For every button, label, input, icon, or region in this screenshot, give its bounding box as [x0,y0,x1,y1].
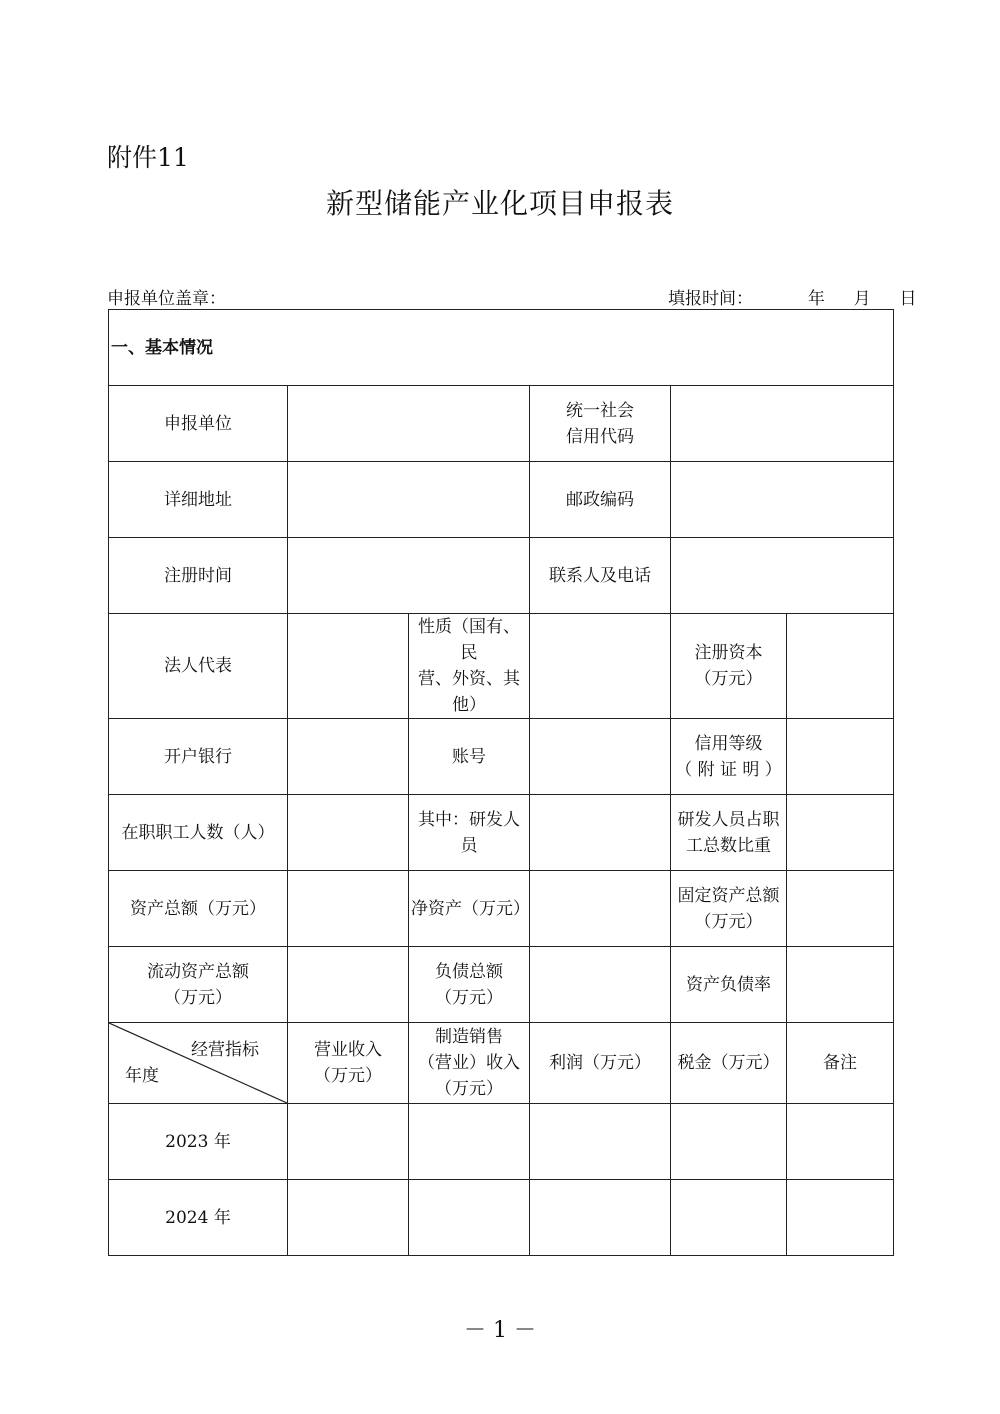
label-net-assets: 净资产（万元） [409,871,530,947]
label-reg-capital: 注册资本 （万元） [671,614,787,719]
input-cell[interactable] [409,1180,530,1256]
fill-time-label: 填报时间： [668,289,753,309]
input-employees[interactable] [288,795,409,871]
label-current-assets: 流动资产总额 （万元） [109,947,288,1023]
input-credit-level[interactable] [787,719,894,795]
header-remarks: 备注 [787,1023,894,1104]
header-diagonal-cell [109,1023,288,1104]
input-cell[interactable] [530,1104,671,1180]
header-revenue: 营业收入 （万元） [288,1023,409,1104]
input-address[interactable] [288,462,530,538]
label-credit-level: 信用等级 （ 附 证 明 ） [671,719,787,795]
header-tax: 税金（万元） [671,1023,787,1104]
fill-time [668,284,916,309]
input-cell[interactable] [288,1180,409,1256]
label-contact: 联系人及电话 [530,538,671,614]
label-postcode: 邮政编码 [530,462,671,538]
year-2023: 2023 年 [109,1104,288,1180]
header-ops-indicator: 经营指标 [191,1040,259,1060]
input-debt-ratio[interactable] [787,947,894,1023]
label-total-assets: 资产总额（万元） [109,871,288,947]
unit-seal-label: 申报单位盖章： [107,289,226,309]
input-cell[interactable] [671,1104,787,1180]
label-rd-staff: 其中：研发人员 [409,795,530,871]
label-address: 详细地址 [109,462,288,538]
input-cell[interactable] [787,1104,894,1180]
label-account: 账号 [409,719,530,795]
input-reg-capital[interactable] [787,614,894,719]
section-basic-info: 一、基本情况 [109,310,894,386]
attachment-label: 附件11 [107,143,189,172]
input-net-assets[interactable] [530,871,671,947]
input-applicant[interactable] [288,386,530,462]
input-account[interactable] [530,719,671,795]
label-bank: 开户银行 [109,719,288,795]
input-contact[interactable] [671,538,894,614]
label-rd-ratio: 研发人员占职 工总数比重 [671,795,787,871]
application-form-table [108,309,894,1256]
year-label: 年 [807,289,825,309]
label-nature: 性质（国有、民 营、外资、其他） [409,614,530,719]
header-year: 年度 [125,1066,159,1086]
form-title: 新型储能产业化项目申报表 [325,187,674,220]
input-rd-ratio[interactable] [787,795,894,871]
label-reg-time: 注册时间 [109,538,288,614]
input-total-assets[interactable] [288,871,409,947]
input-legal-rep[interactable] [288,614,409,719]
input-cell[interactable] [530,1180,671,1256]
input-reg-time[interactable] [288,538,530,614]
label-fixed-assets: 固定资产总额 （万元） [671,871,787,947]
label-applicant: 申报单位 [109,386,288,462]
year-2024: 2024 年 [109,1180,288,1256]
table-row [109,1180,894,1256]
label-liabilities: 负债总额 （万元） [409,947,530,1023]
day-label: 日 [899,289,917,309]
input-current-assets[interactable] [288,947,409,1023]
page-number: － 1 － [464,1318,536,1343]
header-mfg-sales: 制造销售 （营业）收入 （万元） [409,1023,530,1104]
input-bank[interactable] [288,719,409,795]
table-row [109,1104,894,1180]
input-cell[interactable] [409,1104,530,1180]
label-credit-code: 统一社会 信用代码 [530,386,671,462]
input-cell[interactable] [787,1180,894,1256]
input-credit-code[interactable] [671,386,894,462]
label-debt-ratio: 资产负债率 [671,947,787,1023]
input-liabilities[interactable] [530,947,671,1023]
input-postcode[interactable] [671,462,894,538]
input-cell[interactable] [288,1104,409,1180]
input-rd-staff[interactable] [530,795,671,871]
header-profit: 利润（万元） [530,1023,671,1104]
input-fixed-assets[interactable] [787,871,894,947]
month-label: 月 [853,289,871,309]
label-employees: 在职职工人数（人） [109,795,288,871]
label-legal-rep: 法人代表 [109,614,288,719]
input-cell[interactable] [671,1180,787,1256]
input-nature[interactable] [530,614,671,719]
